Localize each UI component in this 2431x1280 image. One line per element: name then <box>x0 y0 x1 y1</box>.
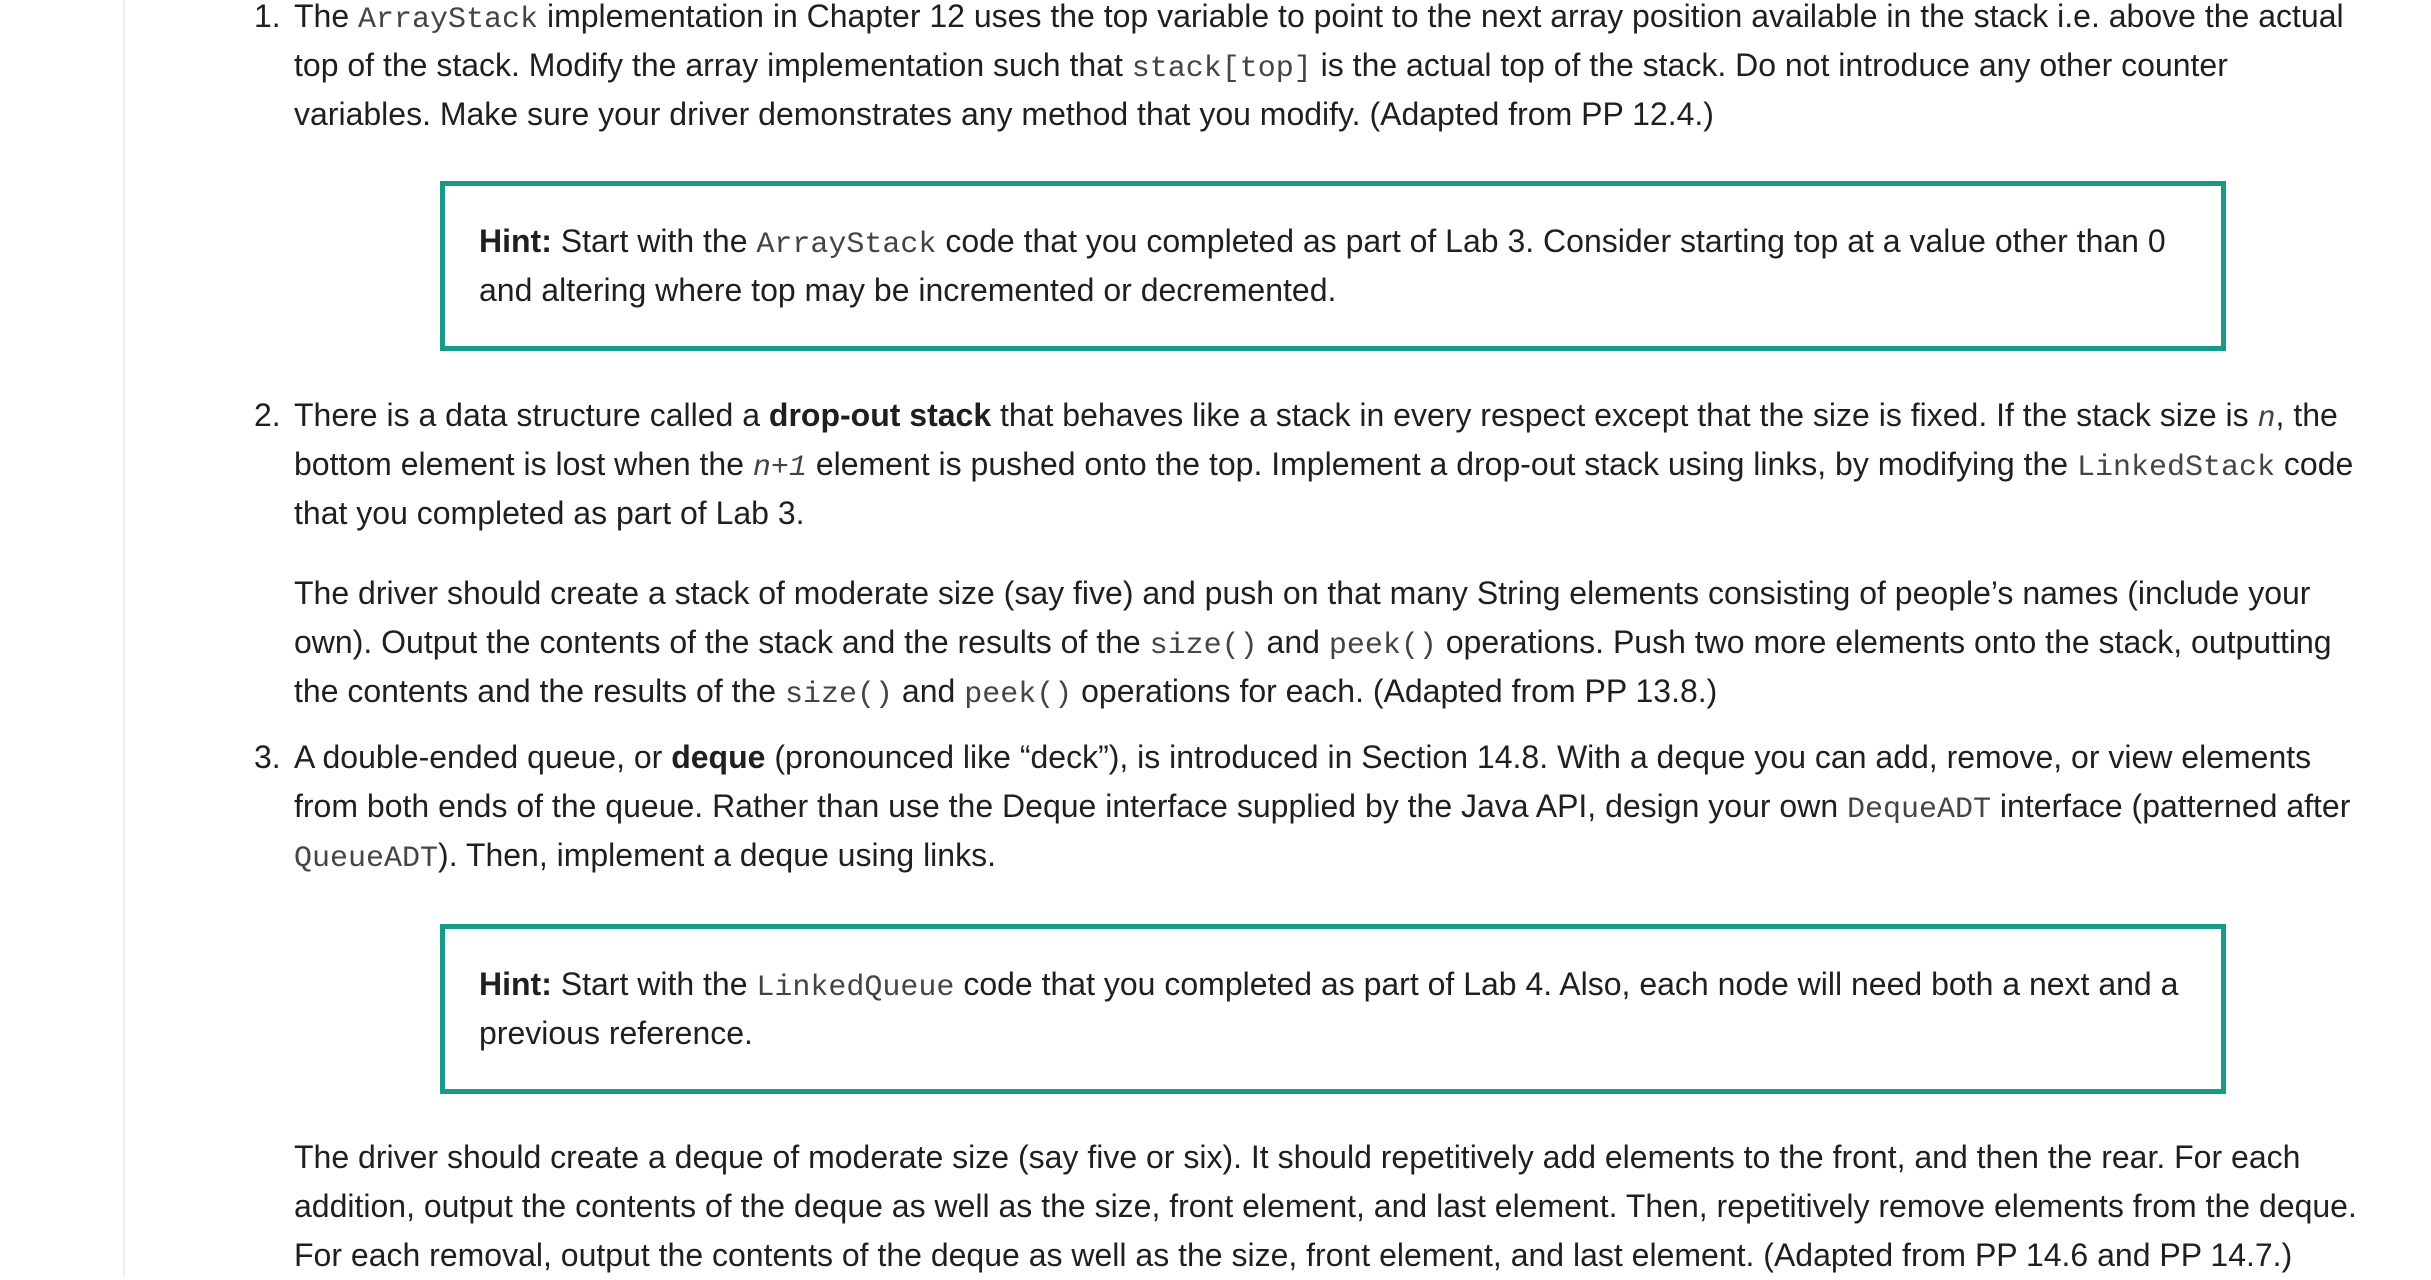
bold-text: deque <box>671 739 766 775</box>
text-line <box>479 960 2178 1009</box>
text-run: own). Output the contents of the stack and the results of the <box>294 624 1150 660</box>
inline-code: stack[top] <box>1131 52 1312 86</box>
text-run: that you completed as part of Lab 3. <box>294 495 805 531</box>
text-line <box>294 1133 2404 1182</box>
bold-text: drop-out stack <box>768 397 992 433</box>
inline-code: size() <box>784 678 894 712</box>
text-line <box>479 1009 2178 1058</box>
text-line <box>294 1182 2404 1231</box>
text-line <box>294 41 2404 90</box>
text-run: is the actual top of the stack. Do not introduce any other counter <box>1311 47 2228 83</box>
paragraph <box>294 0 2404 139</box>
text-run: code that you completed as part of Lab 4. Also, each node will need both a next and a <box>954 966 2179 1002</box>
inline-code: peek() <box>964 678 1073 712</box>
text-run: variables. Make sure your driver demonstrates any method that you modify. (Adapted from PP 12.4.) <box>294 96 1714 132</box>
math-variable: n <box>2257 402 2276 436</box>
text-run: For each removal, output the contents of the deque as well as the size, front element, and last element. (Adapted from PP 14.6 and PP 14.7.) <box>294 1237 2293 1273</box>
text-run: The <box>294 0 359 34</box>
text-run: The driver should create a stack of moderate size (say five) and push on that many String elements consisting of people’s names (include your <box>294 575 2311 611</box>
text-line <box>294 90 2404 139</box>
text-run: and <box>893 673 965 709</box>
text-run: element is pushed onto the top. Implement a drop-out stack using links, by modifying the <box>806 446 2077 482</box>
text-run: Start with the <box>551 223 757 259</box>
hint-box-1 <box>440 181 2226 351</box>
text-line <box>294 0 2404 41</box>
inline-code: LinkedQueue <box>756 971 955 1005</box>
list-number: 3. <box>254 739 281 775</box>
left-margin-rule <box>123 0 125 1277</box>
paragraph <box>294 569 2404 716</box>
text-run: the contents and the results of the <box>294 673 785 709</box>
inline-code: DequeADT <box>1847 793 1992 827</box>
text-run: operations for each. (Adapted from PP 13.8.) <box>1072 673 1718 709</box>
text-run: ). Then, implement a deque using links. <box>438 837 996 873</box>
text-run: code that you completed as part of Lab 3. Consider starting top at a value other than 0 <box>936 223 2166 259</box>
inline-code: size() <box>1149 629 1258 663</box>
list-number: 2. <box>254 397 281 433</box>
paragraph <box>294 733 2404 880</box>
text-line <box>294 440 2404 489</box>
hint-text <box>479 960 2178 1058</box>
text-run: (pronounced like “deck”), is introduced in Section 14.8. With a deque you can add, remove, or view elements <box>765 739 2312 775</box>
text-line <box>294 391 2404 440</box>
text-line <box>294 489 2404 538</box>
text-line <box>294 782 2404 831</box>
text-line <box>294 569 2404 618</box>
text-run: operations. Push two more elements onto the stack, outputting <box>1436 624 2332 660</box>
bold-text: Hint: <box>479 966 552 1002</box>
text-run: that behaves like a stack in every respect except that the size is fixed. If the stack size is <box>991 397 2258 433</box>
text-line <box>294 733 2404 782</box>
inline-code: QueueADT <box>294 842 439 876</box>
text-run: Start with the <box>551 966 757 1002</box>
inline-code: ArrayStack <box>756 228 937 262</box>
text-line <box>479 217 2166 266</box>
text-run: A double-ended queue, or <box>294 739 672 775</box>
text-run: , the <box>2275 397 2338 433</box>
text-run: code <box>2275 446 2354 482</box>
text-run: bottom element is lost when the <box>294 446 753 482</box>
inline-code: LinkedStack <box>2076 451 2275 485</box>
text-line <box>294 1231 2404 1280</box>
math-variable: n+1 <box>752 451 807 485</box>
bold-text: Hint: <box>479 223 552 259</box>
inline-code: peek() <box>1328 629 1437 663</box>
text-run: interface (patterned after <box>1991 788 2351 824</box>
text-run: implementation in Chapter 12 uses the top variable to point to the next array position available in the stack i.e. above the actual <box>538 0 2344 34</box>
text-line <box>479 266 2166 315</box>
text-run: addition, output the contents of the deque as well as the size, front element, and last element. Then, repetitively remove elements from the deque. <box>294 1188 2357 1224</box>
text-run: from both ends of the queue. Rather than use the Deque interface supplied by the Java API, design your own <box>294 788 1847 824</box>
text-line <box>294 831 2404 880</box>
text-run: The driver should create a deque of moderate size (say five or six). It should repetitively add elements to the front, and then the rear. For each <box>294 1139 2301 1175</box>
text-line <box>294 618 2404 667</box>
text-line <box>294 667 2404 716</box>
text-run: and altering where top may be incremented or decremented. <box>479 272 1337 308</box>
text-run: There is a data structure called a <box>294 397 769 433</box>
list-number: 1. <box>254 0 281 34</box>
paragraph <box>294 1133 2404 1280</box>
inline-code: ArrayStack <box>358 3 539 37</box>
paragraph <box>294 391 2404 538</box>
text-run: previous reference. <box>479 1015 753 1051</box>
text-run: top of the stack. Modify the array implementation such that <box>294 47 1132 83</box>
text-run: and <box>1257 624 1329 660</box>
hint-text <box>479 217 2166 315</box>
hint-box-3 <box>440 924 2226 1094</box>
